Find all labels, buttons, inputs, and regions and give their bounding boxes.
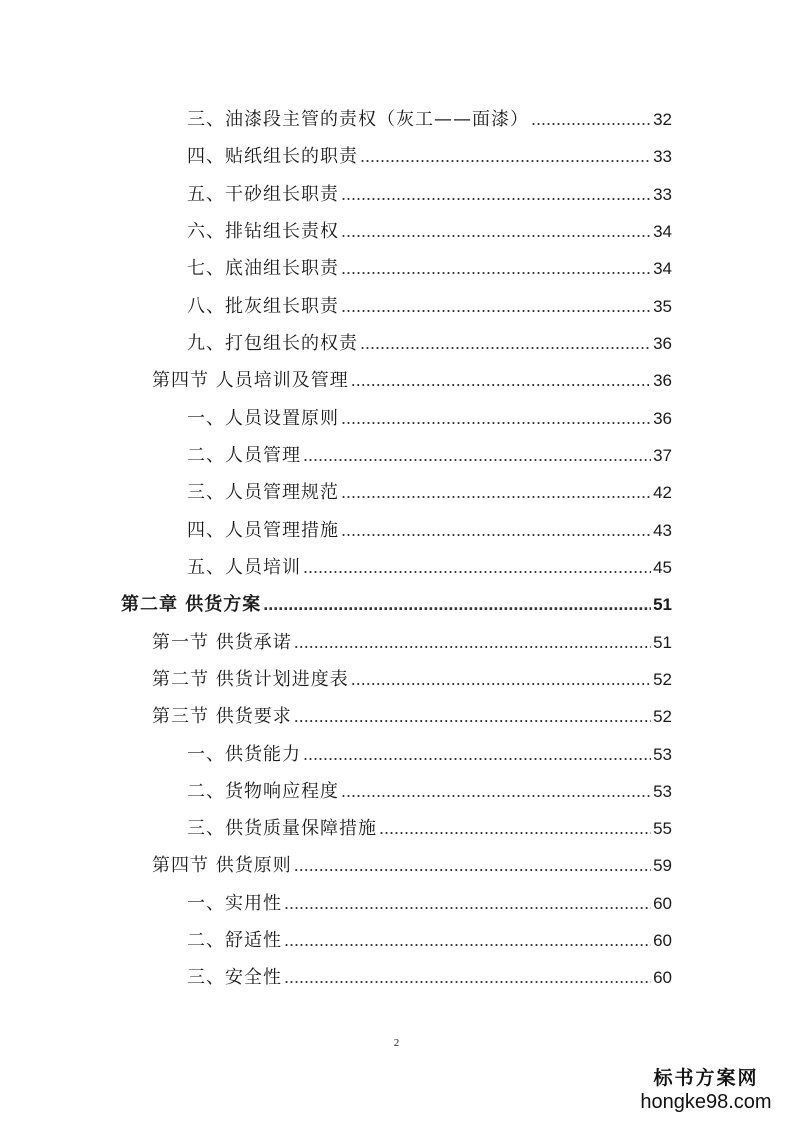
toc-entry-page: 55 [653,819,672,838]
toc-entry-title: 第四节 人员培训及管理 [152,370,349,391]
toc-entry-title: 第二章 供货方案 [121,594,262,615]
toc-entry-title: 六、排钻组长责权 [187,221,339,242]
toc-entry-page: 52 [653,670,672,689]
toc-entry-title: 四、人员管理措施 [187,520,339,541]
toc-chapter-entry[interactable] [121,591,672,617]
toc-entry-title: 九、打包组长的权责 [187,333,358,354]
dot-leader [294,703,651,729]
toc-entry[interactable] [187,442,672,468]
toc-entry-page: 53 [653,745,672,764]
toc-entry-page: 33 [653,185,672,204]
toc-entry-page: 32 [653,110,672,129]
toc-entry[interactable] [187,479,672,505]
dot-leader [263,591,651,617]
dot-leader [531,106,651,132]
dot-leader [351,666,651,692]
toc-entry-title: 三、供货质量保障措施 [187,818,377,839]
toc-entry-title: 第四节 供货原则 [152,855,292,876]
dot-leader [284,964,651,990]
toc-entry[interactable] [152,666,672,692]
toc-entry-page: 51 [653,595,672,614]
toc-entry[interactable] [187,405,672,431]
toc-entry[interactable] [187,964,672,990]
toc-entry-page: 45 [653,558,672,577]
dot-leader [341,218,651,244]
dot-leader [341,255,651,281]
dot-leader [360,330,651,356]
toc-entry[interactable] [152,703,672,729]
toc-entry-title: 五、人员培训 [187,557,301,578]
toc-entry-page: 59 [653,856,672,875]
toc-entry-title: 第二节 供货计划进度表 [152,669,349,690]
toc-entry-page: 34 [653,222,672,241]
toc-entry-title: 二、货物响应程度 [187,781,339,802]
toc-entry-page: 35 [653,297,672,316]
toc-entry-page: 60 [653,894,672,913]
toc-entry[interactable] [187,554,672,580]
toc-entry-title: 三、人员管理规范 [187,482,339,503]
watermark-url-text: hongke98.com [640,1091,772,1113]
dot-leader [341,181,651,207]
toc-entry-title: 二、人员管理 [187,445,301,466]
toc-entry-title: 第一节 供货承诺 [152,632,292,653]
dot-leader [341,405,651,431]
toc-entry[interactable] [187,741,672,767]
toc-entry[interactable] [187,815,672,841]
toc-entry-title: 一、供货能力 [187,744,301,765]
toc-entry[interactable] [187,255,672,281]
toc-entry[interactable] [187,517,672,543]
dot-leader [341,293,651,319]
toc-entry-page: 37 [653,446,672,465]
toc-entry-title: 三、油漆段主管的责权（灰工——面漆） [187,109,529,130]
toc-entry-title: 三、安全性 [187,967,282,988]
toc-entry[interactable] [187,143,672,169]
watermark-logo [631,1066,781,1114]
toc-entry-title: 四、贴纸组长的职责 [187,146,358,167]
toc-entry-title: 七、底油组长职责 [187,258,339,279]
toc-entry-page: 52 [653,707,672,726]
toc-entry[interactable] [187,778,672,804]
dot-leader [379,815,651,841]
dot-leader [341,778,651,804]
toc-entry-page: 33 [653,147,672,166]
toc-entry-page: 51 [653,633,672,652]
toc-entry-page: 36 [653,371,672,390]
page-number: 2 [393,1037,400,1049]
dot-leader [303,554,651,580]
dot-leader [341,517,651,543]
toc-entry-title: 八、批灰组长职责 [187,296,339,317]
watermark-cn-text: 标书方案网 [653,1067,759,1089]
toc-entry[interactable] [187,890,672,916]
toc-entry-title: 一、人员设置原则 [187,408,339,429]
toc-entry-title: 第三节 供货要求 [152,706,292,727]
toc-entry[interactable] [152,852,672,878]
toc-entry-page: 36 [653,409,672,428]
dot-leader [284,890,651,916]
toc-entry-title: 五、干砂组长职责 [187,184,339,205]
toc-entry-title: 二、舒适性 [187,930,282,951]
dot-leader [294,629,651,655]
dot-leader [303,442,651,468]
toc-entry[interactable] [187,330,672,356]
toc-entry-page: 43 [653,521,672,540]
toc-entry-title: 一、实用性 [187,893,282,914]
toc-entry-page: 60 [653,968,672,987]
dot-leader [303,741,651,767]
toc-entry[interactable] [152,367,672,393]
toc-entry-page: 36 [653,334,672,353]
dot-leader [360,143,651,169]
toc-entry-page: 34 [653,259,672,278]
toc-entry[interactable] [187,293,672,319]
toc-entry[interactable] [152,629,672,655]
toc-entry[interactable] [187,218,672,244]
toc-entry-page: 60 [653,931,672,950]
toc-entry[interactable] [187,927,672,953]
toc-entry-page: 53 [653,782,672,801]
toc-entry[interactable] [187,181,672,207]
toc-entry-page: 42 [653,483,672,502]
dot-leader [294,852,651,878]
dot-leader [284,927,651,953]
dot-leader [351,367,651,393]
dot-leader [341,479,651,505]
toc-entry[interactable] [187,106,672,132]
